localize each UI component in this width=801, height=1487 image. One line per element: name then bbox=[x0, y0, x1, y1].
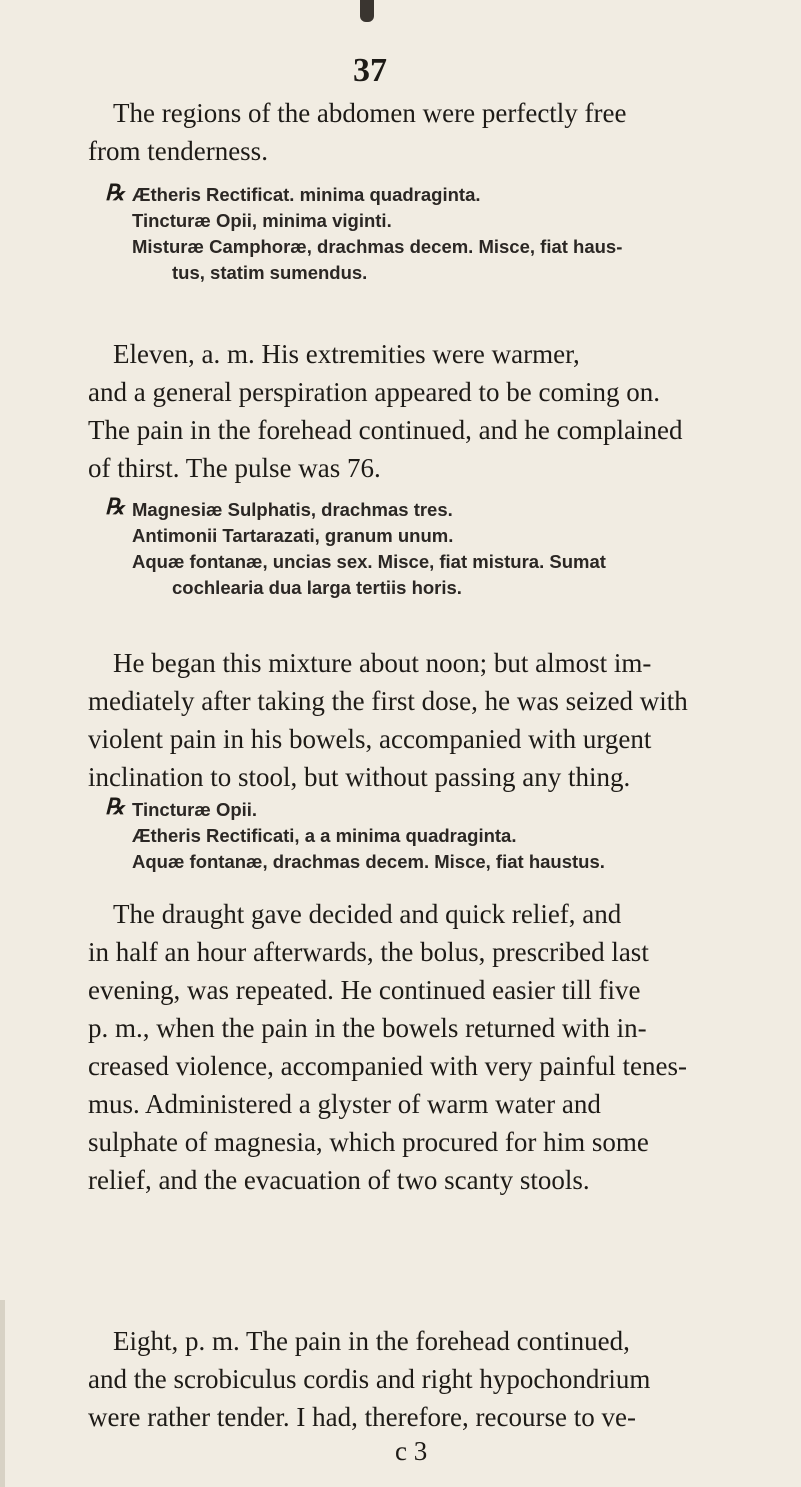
text-line: evening, was repeated. He continued easier till five bbox=[88, 975, 641, 1005]
text-line: inclination to stool, but without passing any thing. bbox=[88, 762, 631, 792]
prescription-line: Aquæ fontanæ, uncias sex. Misce, fiat mistura. Sumat bbox=[132, 551, 606, 572]
text-line: and a general perspiration appeared to be coming on. bbox=[88, 377, 661, 407]
prescription-line: Aquæ fontanæ, drachmas decem. Misce, fiat haustus. bbox=[132, 851, 605, 872]
recipe-symbol: ℞ bbox=[105, 494, 125, 519]
prescription-2 bbox=[132, 497, 752, 601]
text-line: Eight, p. m. The pain in the forehead continued, bbox=[113, 1326, 630, 1356]
text-line: The pain in the forehead continued, and he complained bbox=[88, 415, 683, 445]
paragraph-2 bbox=[88, 335, 743, 487]
text-line: from tenderness. bbox=[88, 136, 268, 166]
prescription-line: Tincturæ Opii. bbox=[132, 799, 258, 820]
text-line: p. m., when the pain in the bowels returned with in- bbox=[88, 1013, 647, 1043]
prescription-1 bbox=[132, 182, 752, 286]
text-line: He began this mixture about noon; but almost im- bbox=[113, 648, 652, 678]
prescription-3 bbox=[132, 797, 752, 875]
text-line: of thirst. The pulse was 76. bbox=[88, 453, 381, 483]
ink-mark bbox=[360, 0, 374, 22]
text-line: The regions of the abdomen were perfectly free bbox=[113, 98, 627, 128]
recipe-symbol: ℞ bbox=[105, 794, 125, 819]
text-line: and the scrobiculus cordis and right hypochondrium bbox=[88, 1364, 651, 1394]
recipe-symbol: ℞ bbox=[105, 180, 125, 205]
page-edge bbox=[0, 1300, 5, 1487]
text-line: relief, and the evacuation of two scanty stools. bbox=[88, 1165, 590, 1195]
paragraph-5 bbox=[88, 1322, 743, 1436]
text-line: sulphate of magnesia, which procured for him some bbox=[88, 1127, 649, 1157]
text-line: The draught gave decided and quick relief, and bbox=[113, 899, 622, 929]
page-number: 37 bbox=[353, 52, 387, 89]
prescription-line: Antimonii Tartarazati, granum unum. bbox=[132, 525, 454, 546]
signature-mark: c 3 bbox=[395, 1436, 428, 1466]
paragraph-3 bbox=[88, 644, 743, 796]
text-line: violent pain in his bowels, accompanied with urgent bbox=[88, 724, 652, 754]
text-line: Eleven, a. m. His extremities were warmer, bbox=[113, 339, 580, 369]
prescription-line: Magnesiæ Sulphatis, drachmas tres. bbox=[132, 499, 453, 520]
prescription-line: Ætheris Rectificat. minima quadraginta. bbox=[132, 184, 481, 205]
prescription-line: Ætheris Rectificati, a a minima quadraginta. bbox=[132, 825, 517, 846]
text-line: mediately after taking the first dose, he was seized with bbox=[88, 686, 688, 716]
prescription-line: Tincturæ Opii, minima viginti. bbox=[132, 210, 392, 231]
text-line: were rather tender. I had, therefore, recourse to ve- bbox=[88, 1402, 636, 1432]
text-line: in half an hour afterwards, the bolus, prescribed last bbox=[88, 937, 649, 967]
prescription-line: Misturæ Camphoræ, drachmas decem. Misce, fiat haus- bbox=[132, 236, 623, 257]
text-line: mus. Administered a glyster of warm water and bbox=[88, 1089, 601, 1119]
paragraph-1 bbox=[88, 94, 743, 170]
prescription-line: cochlearia dua larga tertiis horis. bbox=[172, 577, 462, 598]
paragraph-4 bbox=[88, 895, 743, 1199]
text-line: creased violence, accompanied with very painful tenes- bbox=[88, 1051, 687, 1081]
prescription-line: tus, statim sumendus. bbox=[172, 262, 368, 283]
